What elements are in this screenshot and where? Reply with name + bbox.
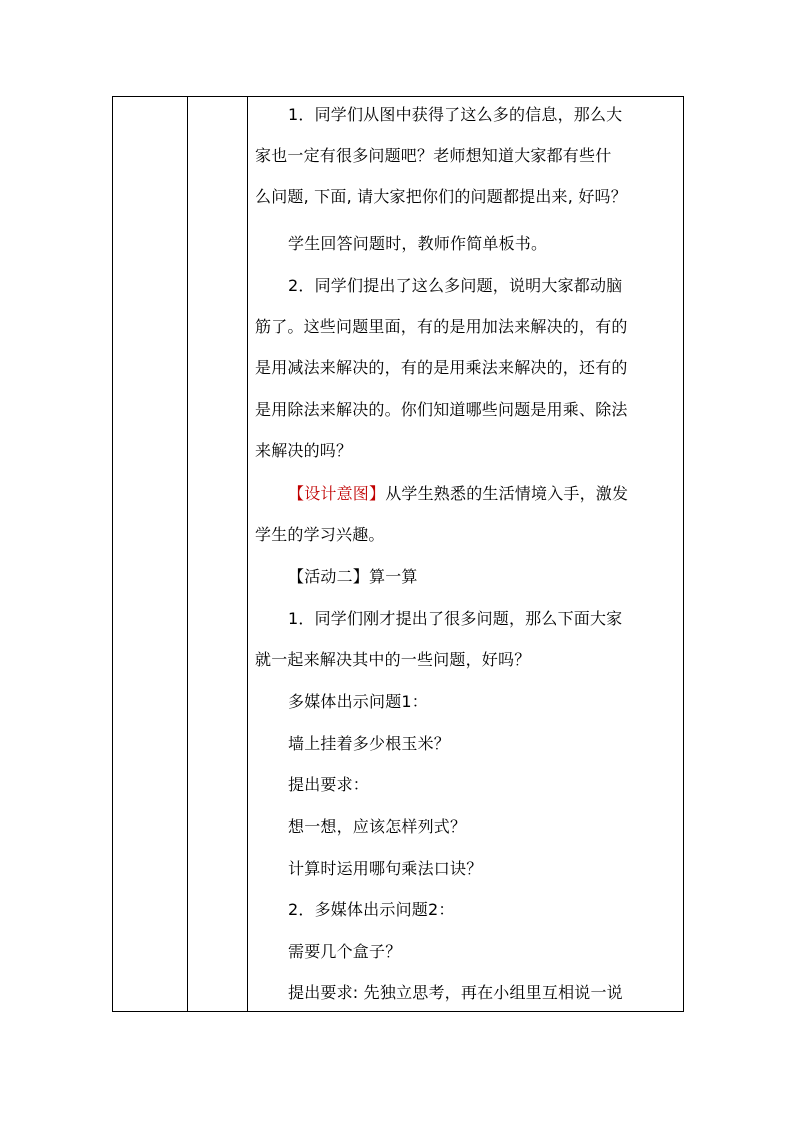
text-line: 筋了。这些问题里面，有的是用加法来解决的，有的 — [255, 317, 628, 336]
text-line: 学生的学习兴趣。 — [255, 525, 385, 544]
design-intent-line — [288, 482, 628, 506]
text-line: 来解决的吗？ — [255, 441, 353, 460]
text-line: 墙上挂着多少根玉米？ — [288, 734, 451, 753]
text-line: 2．同学们提出了这么多问题，说明大家都动脑 — [288, 276, 623, 295]
text-line: 2．多媒体出示问题2： — [288, 900, 455, 919]
column-divider-1 — [187, 97, 188, 1011]
design-intent-text: 从学生熟悉的生活情境入手，激发 — [385, 484, 629, 503]
text-line: 多媒体出示问题1： — [288, 692, 428, 711]
text-line: 1．同学们刚才提出了很多问题，那么下面大家 — [288, 609, 623, 628]
text-line: 提出要求: 先独立思考，再在小组里互相说一说 — [288, 983, 623, 1002]
text-line: 就一起来解决其中的一些问题，好吗？ — [255, 650, 531, 669]
text-line: 是用减法来解决的，有的是用乘法来解决的，还有的 — [255, 358, 628, 377]
text-line: 1．同学们从图中获得了这么多的信息，那么大 — [288, 105, 623, 124]
text-line: 家也一定有很多问题吧？老师想知道大家都有些什 — [255, 146, 612, 165]
text-line: 计算时运用哪句乘法口诀？ — [288, 859, 483, 878]
text-line: 是用除法来解决的。你们知道哪些问题是用乘、除法 — [255, 400, 628, 419]
text-line: 需要几个盒子？ — [288, 942, 402, 961]
text-line: 么问题, 下面, 请大家把你们的问题都提出来, 好吗？ — [255, 187, 627, 206]
lesson-plan-table — [112, 96, 684, 1012]
activity-heading: 【活动二】算一算 — [288, 567, 418, 586]
design-intent-label: 【设计意图】 — [288, 484, 386, 503]
text-line: 想一想，应该怎样列式？ — [288, 817, 467, 836]
text-line: 学生回答问题时，教师作简单板书。 — [288, 234, 548, 253]
text-line: 提出要求： — [288, 775, 370, 794]
content-cell — [248, 97, 683, 1011]
